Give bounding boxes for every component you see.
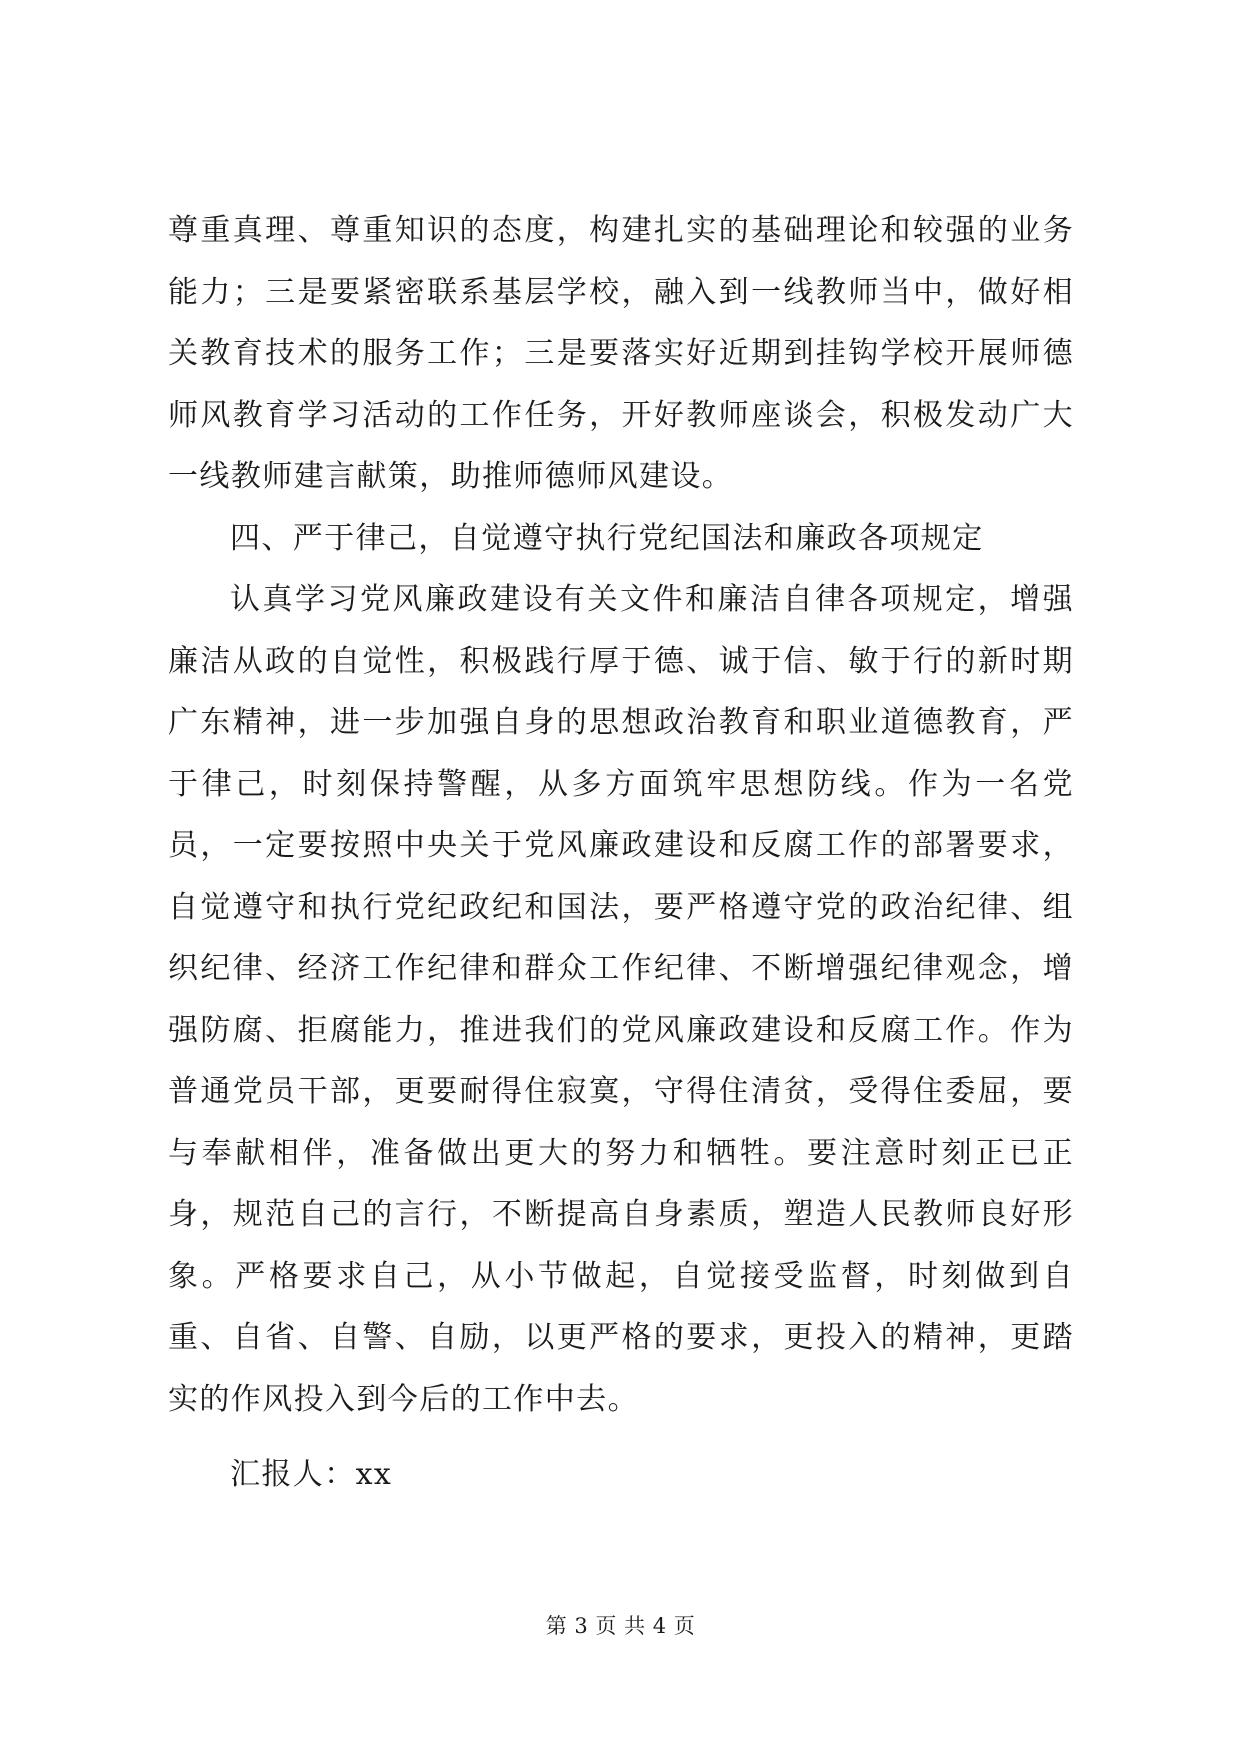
section-heading: 四、严于律己，自觉遵守执行党纪国法和廉政各项规定 [230,520,984,556]
document-body [168,200,1074,1506]
paragraph-continuation: 尊重真理、尊重知识的态度，构建扎实的基础理论和较强的业务能力；三是要紧密联系基层学校，融入到一线教师当中，做好相关教育技术的服务工作；三是要落实好近期到挂钩学校开展师德师风教育学习活动的工作任务，开好教师座谈会，积极发动广大一线教师建言献策，助推师德师风建设。 [168,213,1074,494]
page-number-footer: 第 3 页 共 4 页 [545,1614,696,1638]
reporter-signature: 汇报人：xx [230,1457,393,1492]
paragraph-body: 认真学习党风廉政建设有关文件和廉洁自律各项规定，增强廉洁从政的自觉性，积极践行厚于德、诚于信、敏于行的新时期广东精神，进一步加强自身的思想政治教育和职业道德教育，严于律己，时刻保持警醒，从多方面筑牢思想防线。作为一名党员，一定要按照中央关于党风廉政建设和反腐工作的部署要求，自觉遵守和执行党纪政纪和国法，要严格遵守党的政治纪律、组织纪律、经济工作纪律和群众工作纪律、不断增强纪律观念，增强防腐、拒腐能力，推进我们的党风廉政建设和反腐工作。作为普通党员干部，更要耐得住寂寞，守得住清贫，受得住委屈，要与奉献相伴，准备做出更大的努力和牺牲。要注意时刻正已正身，规范自己的言行，不断提高自身素质，塑造人民教师良好形象。严格要求自己，从小节做起，自觉接受监督，时刻做到自重、自省、自警、自励，以更严格的要求，更投入的精神，更踏实的作风投入到今后的工作中去。 [168,582,1074,1417]
